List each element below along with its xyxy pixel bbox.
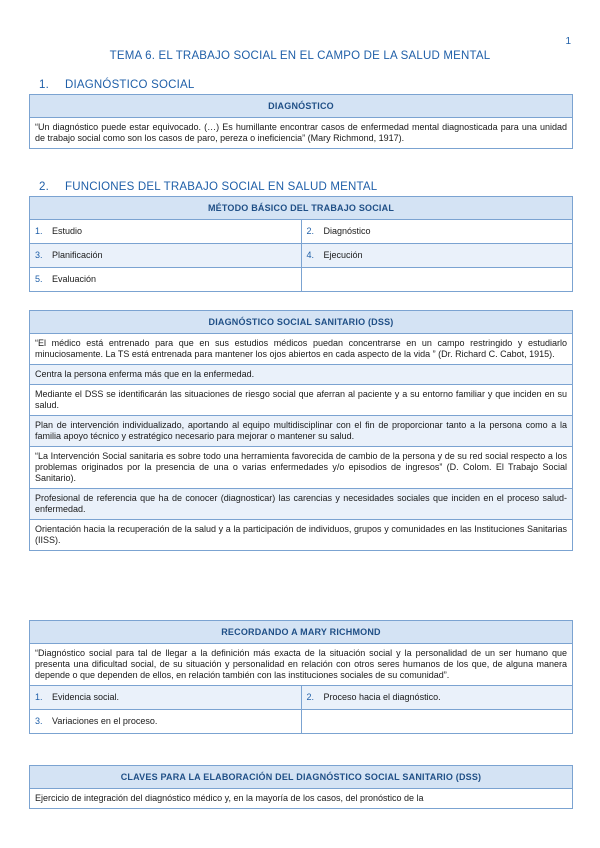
list-item xyxy=(30,686,302,710)
section-title: DIAGNÓSTICO SOCIAL xyxy=(65,79,195,91)
table-row: Plan de intervención individualizado, aportando al equipo multidisciplinar con el fin de proporcionar tanto a la persona como a la familia apoyo técnico y estratégico necesario para mejorar o mantener su salud. xyxy=(30,416,573,447)
claves-box xyxy=(29,765,573,809)
list-item xyxy=(30,268,302,292)
empty-cell xyxy=(301,710,573,734)
box-text: “Diagnóstico social para tal de llegar a la definición más exacta de la situación social y la personalidad de un ser humano que presenta una dificultad social, de su situación y personalidad en relación con otros seres humanos de los que, de alguna manera depende o que dependen de ellos, en relación también con las instituciones sociales de su comunidad”. xyxy=(30,644,573,686)
item-number: 1. xyxy=(35,692,43,702)
list-item xyxy=(301,220,573,244)
item-label: Evaluación xyxy=(52,274,97,284)
table-row: “El médico está entrenado para que en sus estudios médicos puedan concentrarse en un campo restringido y estudiarlo minuciosamente. La TS está entrenada para mantener los ojos abiertos en cada aspecto de la vida ” (Dr. Richard C. Cabot, 1915). xyxy=(30,334,573,365)
table-row: Centra la persona enferma más que en la enfermedad. xyxy=(30,365,573,385)
section-heading-1 xyxy=(39,79,194,91)
item-label: Variaciones en el proceso. xyxy=(52,716,158,726)
section-number: 2. xyxy=(39,181,49,193)
list-item xyxy=(30,710,302,734)
list-item xyxy=(301,686,573,710)
table-row: Orientación hacia la recuperación de la salud y a la participación de individuos, grupos y comunidades en las Instituciones Sanitarias (IISS). xyxy=(30,520,573,551)
metodo-basico-box xyxy=(29,196,573,292)
table-row: “La Intervención Social sanitaria es sobre todo una herramienta favorecida de cambio de la persona y de su red social respecto a los problemas originados por la presencia de una o varias enfermedades y/o episodios de ingresos” (D. Colom. El Trabajo Social Sanitario). xyxy=(30,447,573,489)
section-title: FUNCIONES DEL TRABAJO SOCIAL EN SALUD MENTAL xyxy=(65,181,378,193)
diagnostico-box xyxy=(29,94,573,149)
box-header: CLAVES PARA LA ELABORACIÓN DEL DIAGNÓSTICO SOCIAL SANITARIO (DSS) xyxy=(30,766,573,789)
section-number: 1. xyxy=(39,79,49,91)
item-number: 3. xyxy=(35,250,43,260)
list-item xyxy=(30,220,302,244)
box-header: RECORDANDO A MARY RICHMOND xyxy=(30,621,573,644)
box-header: MÉTODO BÁSICO DEL TRABAJO SOCIAL xyxy=(30,197,573,220)
box-header: DIAGNÓSTICO xyxy=(30,95,573,118)
page-number: 1 xyxy=(565,36,571,47)
item-number: 3. xyxy=(35,716,43,726)
section-heading-2 xyxy=(39,181,377,193)
item-label: Proceso hacia el diagnóstico. xyxy=(323,692,441,702)
box-header: DIAGNÓSTICO SOCIAL SANITARIO (DSS) xyxy=(30,311,573,334)
item-number: 1. xyxy=(35,226,43,236)
item-label: Planificación xyxy=(52,250,103,260)
table-row: Profesional de referencia que ha de conocer (diagnosticar) las carencias y necesidades sociales que inciden en el proceso salud-enfermedad. xyxy=(30,489,573,520)
table-row: Mediante el DSS se identificarán las situaciones de riesgo social que aferran al paciente y a su entorno familiar y que inciden en su salud. xyxy=(30,385,573,416)
item-label: Estudio xyxy=(52,226,83,236)
dss-box xyxy=(29,310,573,551)
item-label: Evidencia social. xyxy=(52,692,120,702)
item-number: 2. xyxy=(306,692,315,702)
list-item xyxy=(30,244,302,268)
list-item xyxy=(301,244,573,268)
box-text: Ejercicio de integración del diagnóstico médico y, en la mayoría de los casos, del pronóstico de la xyxy=(30,789,573,809)
item-number: 2. xyxy=(306,226,315,236)
item-number: 4. xyxy=(306,250,315,260)
page-title: TEMA 6. EL TRABAJO SOCIAL EN EL CAMPO DE LA SALUD MENTAL xyxy=(109,50,491,62)
richmond-box xyxy=(29,620,573,734)
item-label: Diagnóstico xyxy=(323,226,371,236)
item-number: 5. xyxy=(35,274,43,284)
box-text: “Un diagnóstico puede estar equivocado. (…) Es humillante encontrar casos de enfermedad mental diagnosticada para una unidad de trabajo social como son los casos de paro, pereza o ineficiencia” (Mary Richmond, 1917). xyxy=(30,118,573,149)
item-label: Ejecución xyxy=(323,250,363,260)
empty-cell xyxy=(301,268,573,292)
